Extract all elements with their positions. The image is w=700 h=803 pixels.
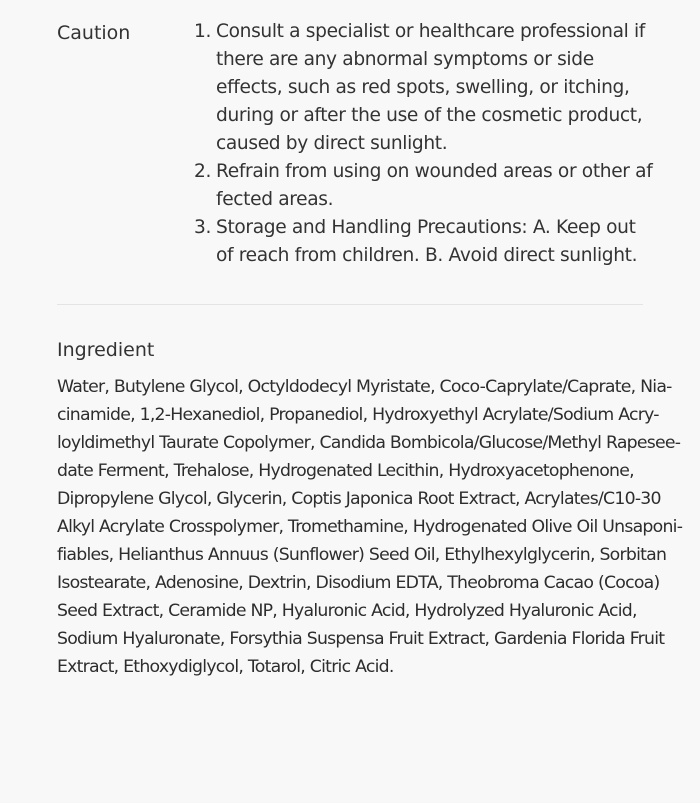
ingredient-line: Extract, Ethoxydiglycol, Totarol, Citric Acid. <box>57 657 394 677</box>
ingredient-line: Isostearate, Adenosine, Dextrin, Disodium EDTA, Theobroma Cacao (Cocoa) <box>57 573 660 593</box>
ingredient-line: Dipropylene Glycol, Glycerin, Coptis Japonica Root Extract, Acrylates/C10-30 <box>57 489 661 509</box>
caution-item-text: Storage and Handling Precautions: A. Keep out of reach from children. B. Avoid direct sunlight. <box>216 217 638 266</box>
ingredient-list <box>57 373 683 681</box>
section-divider <box>57 304 643 305</box>
ingredient-line: Water, Butylene Glycol, Octyldodecyl Myristate, Coco-Caprylate/Caprate, Nia- <box>57 377 672 397</box>
caution-item-text: Refrain from using on wounded areas or other af fected areas. <box>216 161 653 210</box>
caution-item-number: 1. <box>194 21 212 42</box>
caution-item-2 <box>194 158 656 214</box>
ingredient-line: cinamide, 1,2-Hexanediol, Propanediol, Hydroxyethyl Acrylate/Sodium Acry- <box>57 405 659 425</box>
ingredient-line: loyldimethyl Taurate Copolymer, Candida Bombicola/Glucose/Methyl Rapesee- <box>57 433 681 453</box>
caution-heading: Caution <box>57 22 131 44</box>
caution-item-number: 3. <box>194 217 212 238</box>
ingredient-line: date Ferment, Trehalose, Hydrogenated Lecithin, Hydroxyacetophenone, <box>57 461 634 481</box>
ingredient-line: Sodium Hyaluronate, Forsythia Suspensa Fruit Extract, Gardenia Florida Fruit <box>57 629 665 649</box>
caution-list <box>194 18 656 270</box>
ingredient-line: Seed Extract, Ceramide NP, Hyaluronic Acid, Hydrolyzed Hyaluronic Acid, <box>57 601 637 621</box>
ingredient-line: Alkyl Acrylate Crosspolymer, Tromethamine, Hydrogenated Olive Oil Unsaponi- <box>57 517 683 537</box>
caution-item-1 <box>194 18 656 158</box>
caution-item-number: 2. <box>194 161 212 182</box>
ingredient-line: fiables, Helianthus Annuus (Sunflower) Seed Oil, Ethylhexylglycerin, Sorbitan <box>57 545 667 565</box>
caution-item-text: Consult a specialist or healthcare professional if there are any abnormal symptoms or side effects, such as red spots, swelling, or itching, during or after the use of the cosmetic product, caused by direct sunlight. <box>216 21 645 154</box>
ingredient-heading: Ingredient <box>57 339 155 361</box>
caution-item-3 <box>194 214 656 270</box>
